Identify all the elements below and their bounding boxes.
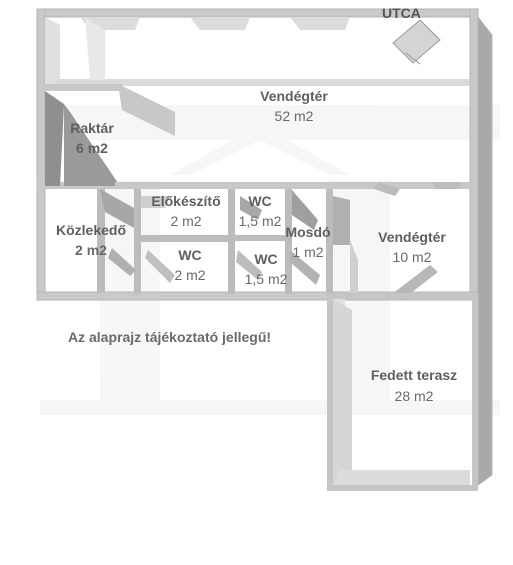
room-name: Közlekedő	[55, 222, 127, 238]
room-wc-1	[239, 193, 282, 229]
room-name: Előkészítő	[151, 193, 221, 209]
room-area: 1,5 m2	[244, 271, 288, 288]
room-name: WC	[248, 193, 272, 209]
room-area: 1 m2	[292, 244, 324, 261]
room-kozlekedo	[56, 222, 126, 258]
entrance-block	[393, 20, 440, 64]
room-name: WC	[178, 247, 202, 263]
left-wall-shadow	[45, 17, 60, 86]
room-area: 2 m2	[75, 242, 107, 259]
room-raktar	[70, 120, 114, 156]
room-wc-2	[174, 247, 205, 283]
room-name: WC	[254, 251, 278, 267]
room-name: Fedett terasz	[370, 367, 458, 383]
room-area: 10 m2	[392, 249, 432, 266]
room-vendegter-small	[378, 229, 446, 265]
room-area: 6 m2	[76, 140, 108, 157]
room-area: 1,5 m2	[238, 213, 282, 230]
room-name: Vendégtér	[260, 88, 328, 104]
room-wc-3	[245, 251, 288, 287]
room-area: 52 m2	[274, 108, 314, 125]
window-marks	[80, 17, 350, 30]
room-area: 28 m2	[394, 388, 434, 405]
room-area: 2 m2	[174, 267, 206, 284]
room-name: Vendégtér	[378, 229, 446, 245]
room-elokeszito	[151, 193, 220, 229]
room-name: Mosdó	[285, 224, 331, 240]
disclaimer-note: Az alaprajz tájékoztató jellegű!	[68, 329, 272, 345]
room-mosdo	[285, 224, 330, 260]
room-area: 2 m2	[170, 213, 202, 230]
street-label: UTCA	[382, 5, 421, 21]
room-vendegter-main	[260, 88, 328, 124]
room-name: Raktár	[70, 120, 114, 136]
room-terasz	[371, 367, 457, 404]
